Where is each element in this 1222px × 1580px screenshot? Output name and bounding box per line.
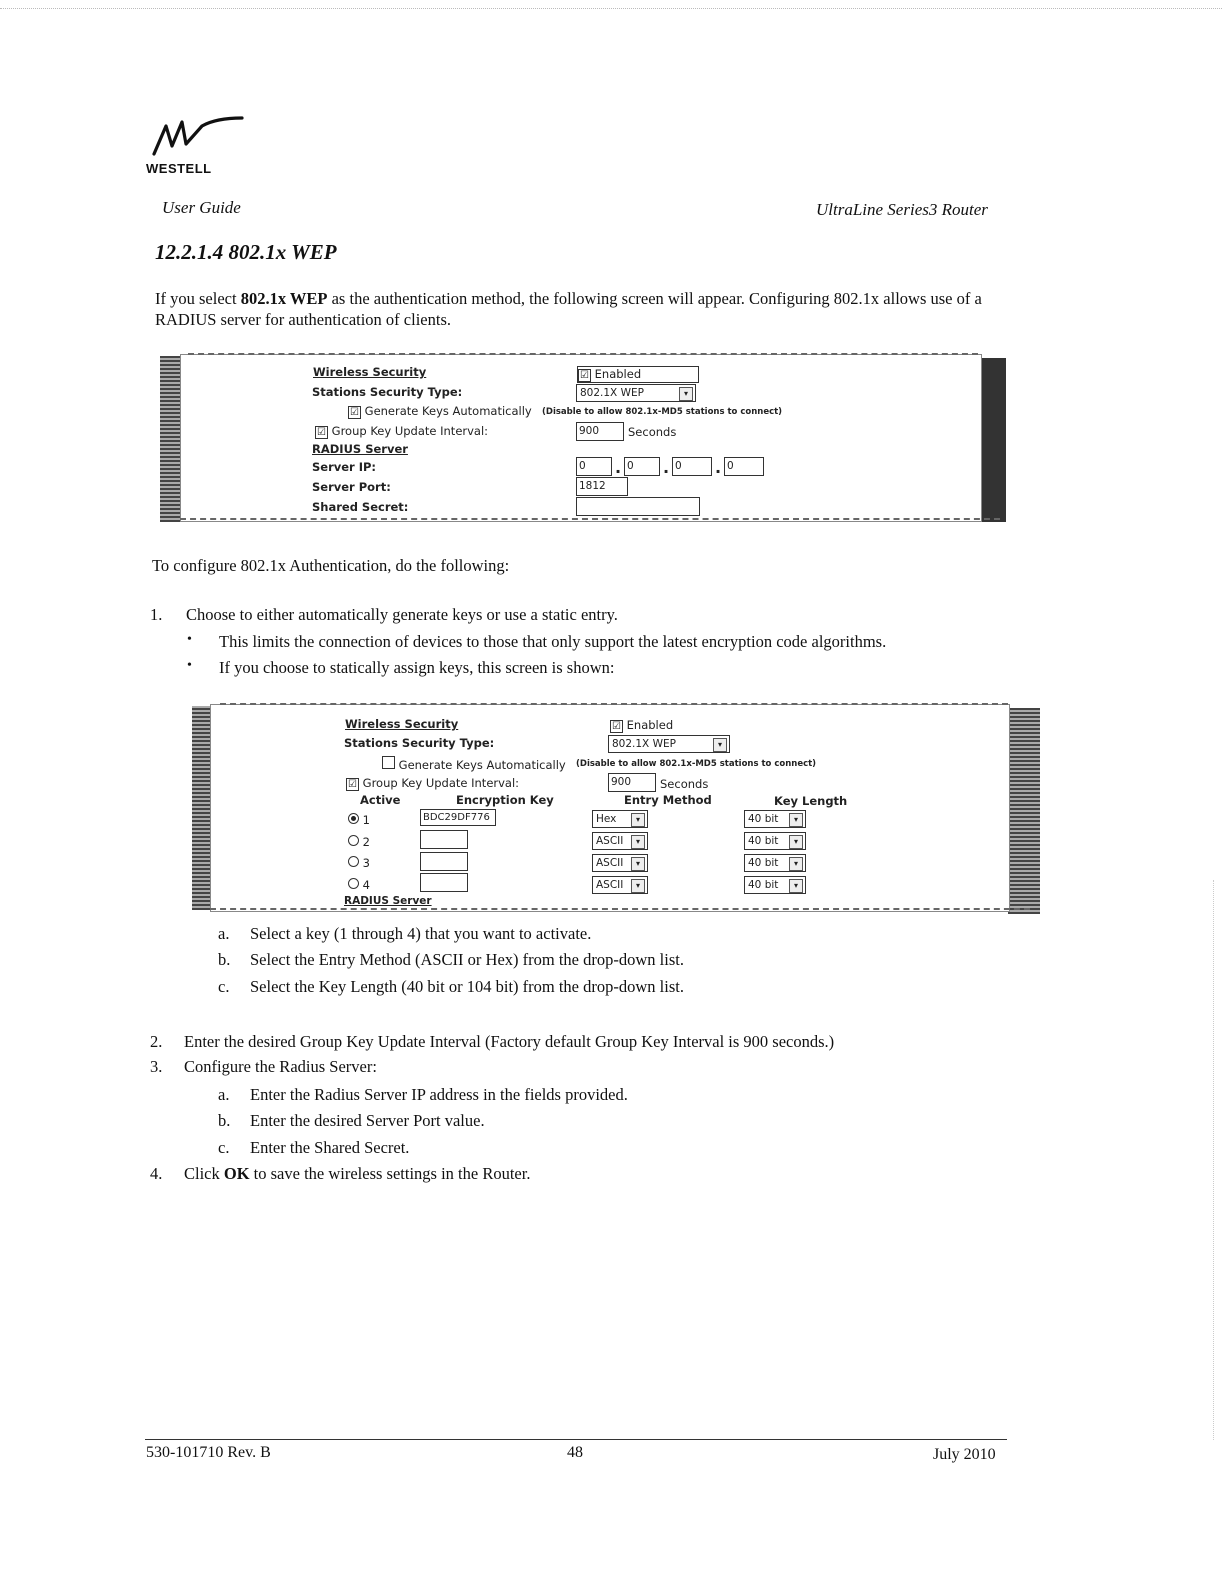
dropdown-arrow-icon: ▾ <box>631 879 645 893</box>
group-key-interval-input[interactable]: 900 <box>576 422 624 441</box>
substep-letter: b. <box>218 1111 231 1130</box>
scan-grip-left <box>192 706 210 910</box>
key-4-length-select[interactable] <box>744 876 806 894</box>
radius-server-label: RADIUS Server <box>344 895 432 907</box>
group-key-row <box>346 776 519 791</box>
key-2-length-select[interactable] <box>744 832 806 850</box>
column-header-entry-method: Entry Method <box>624 793 712 807</box>
footer-date: July 2010 <box>933 1446 996 1463</box>
substep-1c-text: Select the Key Length (40 bit or 104 bit) from the drop-down list. <box>250 977 684 996</box>
key-3-length-select[interactable] <box>744 854 806 872</box>
dropdown-arrow-icon: ▾ <box>789 835 803 849</box>
substep-1a-text: Select a key (1 through 4) that you want to activate. <box>250 924 592 943</box>
footer-doc-number: 530-101710 Rev. B <box>146 1444 271 1461</box>
substep-3a-text: Enter the Radius Server IP address in the fields provided. <box>250 1085 628 1104</box>
generate-keys-label: Generate Keys Automatically <box>364 404 532 418</box>
server-ip-octet-1[interactable]: 0 <box>576 457 612 476</box>
generate-keys-label: Generate Keys Automatically <box>398 758 566 772</box>
group-key-row <box>315 424 488 439</box>
entry-method-value: ASCII <box>596 879 624 891</box>
entry-method-value: ASCII <box>596 857 624 869</box>
group-key-interval-input[interactable]: 900 <box>608 773 656 792</box>
key-number: 2 <box>362 835 370 849</box>
key-row-2-active[interactable] <box>348 835 370 849</box>
server-ip-octet-4[interactable]: 0 <box>724 457 764 476</box>
substep-3b-text: Enter the desired Server Port value. <box>250 1111 485 1130</box>
substep-letter: c. <box>218 977 230 996</box>
key-row-4-active[interactable] <box>348 878 370 892</box>
scan-grip-right <box>980 358 1006 522</box>
ip-separator: . <box>715 458 722 477</box>
substep-1b-text: Select the Entry Method (ASCII or Hex) from the drop-down list. <box>250 950 684 969</box>
key-row-1-active[interactable] <box>348 813 370 827</box>
dropdown-arrow-icon: ▾ <box>631 835 645 849</box>
shared-secret-input[interactable] <box>576 497 700 516</box>
radius-server-label: RADIUS Server <box>312 442 408 456</box>
dropdown-arrow-icon: ▾ <box>679 387 693 401</box>
generate-keys-row <box>382 756 566 772</box>
ip-separator: . <box>615 458 622 477</box>
shared-secret-label: Shared Secret: <box>312 500 409 514</box>
step-2-text: Enter the desired Group Key Update Interval (Factory default Group Key Interval is 900 seconds.) <box>184 1032 835 1051</box>
server-ip-octet-3[interactable]: 0 <box>672 457 712 476</box>
screenshot-802-1x-wep-static <box>192 700 1040 916</box>
step-4-number: 4. <box>150 1164 163 1183</box>
wireless-security-label: Wireless Security <box>313 365 427 379</box>
enabled-label: Enabled <box>594 367 642 381</box>
radio-selected-icon <box>348 813 359 824</box>
substep-letter: a. <box>218 1085 230 1104</box>
key-1-entry-method-select[interactable] <box>592 810 648 828</box>
step-1-bullet-1: This limits the connection of devices to those that only support the latest encryption code algorithms. <box>219 632 887 651</box>
key-number: 3 <box>362 856 370 870</box>
key-number: 1 <box>362 813 370 827</box>
dropdown-arrow-icon: ▾ <box>713 738 727 752</box>
generate-keys-row <box>348 404 532 419</box>
entry-method-value: Hex <box>596 813 617 825</box>
key-number: 4 <box>362 878 370 892</box>
substep-letter: a. <box>218 924 230 943</box>
check-icon: ☑ <box>578 369 591 382</box>
key-1-length-select[interactable] <box>744 810 806 828</box>
group-key-label: Group Key Update Interval: <box>362 776 520 790</box>
westell-logo-icon <box>146 116 246 160</box>
scan-edge-scribble-bottom <box>210 908 1030 910</box>
security-type-value: 802.1X WEP <box>580 387 644 399</box>
key-2-entry-method-select[interactable] <box>592 832 648 850</box>
scan-edge-scribble <box>220 703 1008 705</box>
security-type-value: 802.1X WEP <box>612 738 676 750</box>
check-icon: ☑ <box>610 720 623 733</box>
stations-security-type-label: Stations Security Type: <box>344 736 495 750</box>
key-3-input[interactable] <box>420 852 468 871</box>
key-4-entry-method-select[interactable] <box>592 876 648 894</box>
dropdown-arrow-icon: ▾ <box>631 857 645 871</box>
stations-security-type-label: Stations Security Type: <box>312 385 463 399</box>
group-key-label: Group Key Update Interval: <box>331 424 489 438</box>
enabled-label: Enabled <box>626 718 674 732</box>
scan-edge-scribble <box>188 353 978 355</box>
key-length-value: 40 bit <box>748 879 779 891</box>
brand-name: WESTELL <box>146 161 212 176</box>
intro-paragraph: If you select 802.1x WEP as the authentication method, the following screen will appear. Configuring 802.1x allows use of a RADIUS server for authentication of clients. <box>155 289 982 329</box>
substep-3c-text: Enter the Shared Secret. <box>250 1138 410 1157</box>
dropdown-arrow-icon: ▾ <box>789 813 803 827</box>
screenshot-802-1x-wep-auto <box>160 350 1008 524</box>
scan-grip-left <box>160 356 180 522</box>
group-key-checkbox[interactable]: ☑ <box>315 426 328 439</box>
generate-keys-checkbox[interactable] <box>382 756 395 769</box>
header-left: User Guide <box>162 198 241 217</box>
step-1-bullet-2: If you choose to statically assign keys, this screen is shown: <box>219 658 615 677</box>
generate-keys-note: (Disable to allow 802.1x-MD5 stations to connect) <box>576 759 817 769</box>
column-header-key-length: Key Length <box>774 794 848 808</box>
radio-icon <box>348 835 359 846</box>
wireless-enabled-checkbox[interactable] <box>610 718 673 733</box>
security-type-select[interactable] <box>576 384 696 402</box>
column-header-encryption-key: Encryption Key <box>456 793 554 807</box>
scan-edge-right <box>1213 880 1214 1440</box>
generate-keys-checkbox[interactable]: ☑ <box>348 406 361 419</box>
key-4-input[interactable] <box>420 873 468 892</box>
key-2-input[interactable] <box>420 830 468 849</box>
security-type-select[interactable] <box>608 735 730 753</box>
key-row-3-active[interactable] <box>348 856 370 870</box>
wireless-security-label: Wireless Security <box>345 717 459 731</box>
ip-separator: . <box>663 458 670 477</box>
key-3-entry-method-select[interactable] <box>592 854 648 872</box>
footer-rule <box>145 1439 1007 1440</box>
step-1-number: 1. <box>150 605 163 624</box>
dropdown-arrow-icon: ▾ <box>631 813 645 827</box>
dropdown-arrow-icon: ▾ <box>789 857 803 871</box>
bullet-icon: • <box>187 658 192 673</box>
wireless-enabled-checkbox[interactable] <box>577 366 699 383</box>
key-length-value: 40 bit <box>748 813 779 825</box>
server-port-label: Server Port: <box>312 480 391 494</box>
server-ip-label: Server IP: <box>312 460 377 474</box>
step-2-number: 2. <box>150 1032 163 1051</box>
header-right: UltraLine Series3 Router <box>816 200 988 219</box>
radio-icon <box>348 856 359 867</box>
substep-letter: b. <box>218 950 231 969</box>
substep-letter: c. <box>218 1138 230 1157</box>
radio-icon <box>348 878 359 889</box>
bullet-icon: • <box>187 632 192 647</box>
key-length-value: 40 bit <box>748 857 779 869</box>
group-key-checkbox[interactable]: ☑ <box>346 778 359 791</box>
server-ip-octet-2[interactable]: 0 <box>624 457 660 476</box>
entry-method-value: ASCII <box>596 835 624 847</box>
seconds-label: Seconds <box>660 777 709 791</box>
column-header-active: Active <box>360 793 401 807</box>
step-4-text: Click OK to save the wireless settings in the Router. <box>184 1164 531 1183</box>
configure-lead: To configure 802.1x Authentication, do the following: <box>152 556 510 575</box>
seconds-label: Seconds <box>628 425 677 439</box>
server-port-input[interactable]: 1812 <box>576 477 628 496</box>
footer-page-number: 48 <box>567 1444 583 1461</box>
step-3-number: 3. <box>150 1057 163 1076</box>
scan-grip-right <box>1008 708 1040 914</box>
generate-keys-note: (Disable to allow 802.1x-MD5 stations to connect) <box>542 407 783 417</box>
dropdown-arrow-icon: ▾ <box>789 879 803 893</box>
step-3-text: Configure the Radius Server: <box>184 1057 377 1076</box>
key-length-value: 40 bit <box>748 835 779 847</box>
step-1-text: Choose to either automatically generate keys or use a static entry. <box>186 605 618 624</box>
section-title: 12.2.1.4 802.1x WEP <box>155 240 337 264</box>
scan-edge-scribble-bottom <box>180 518 1000 520</box>
key-1-input[interactable]: BDC29DF776 <box>420 809 496 826</box>
scan-edge-top <box>0 8 1222 9</box>
